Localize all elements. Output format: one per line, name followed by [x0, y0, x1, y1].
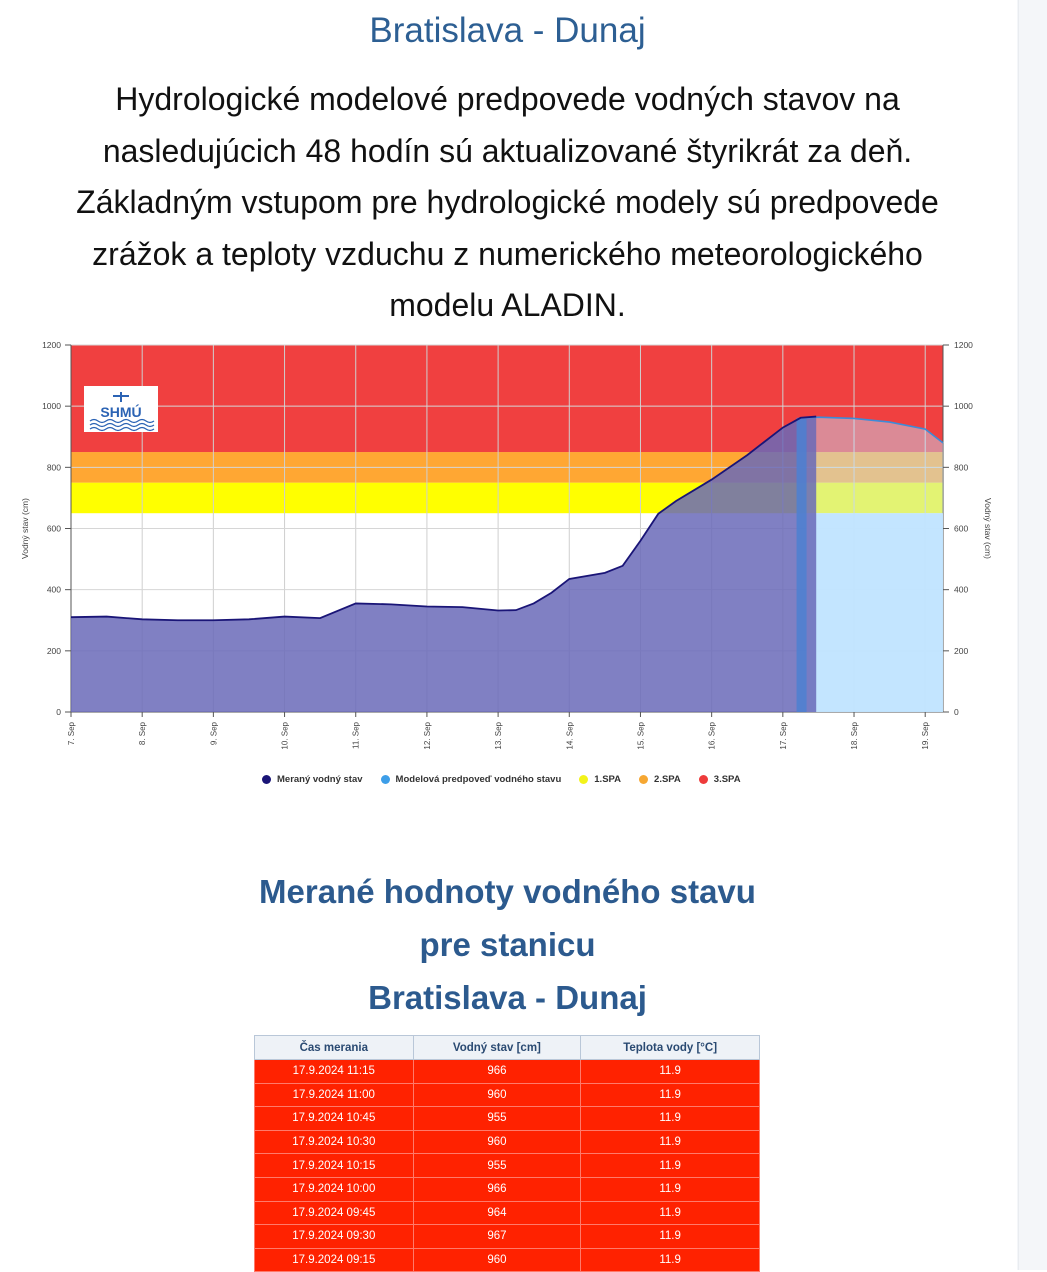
cell-time: 17.9.2024 11:15 [255, 1060, 414, 1084]
cell-level: 955 [413, 1154, 581, 1178]
x-tick-label: 18. Sep [850, 722, 860, 750]
legend-item-forecast[interactable] [381, 774, 562, 785]
cell-level: 960 [413, 1248, 581, 1272]
x-tick-label: 15. Sep [636, 722, 646, 750]
intro-line: zrážok a teploty vzduchu z numerického meteorologického [92, 235, 923, 272]
cell-time: 17.9.2024 10:15 [255, 1154, 414, 1178]
intro-line: Hydrologické modelové predpovede vodných stavov na [115, 81, 900, 117]
cell-temperature: 11.9 [581, 1060, 760, 1084]
column-header-level[interactable]: Vodný stav [cm] [413, 1036, 581, 1060]
table-row [255, 1060, 760, 1084]
legend-label: 3.SPA [713, 773, 741, 785]
legend-item-spa2[interactable] [639, 774, 681, 785]
legend-label: 1.SPA [594, 773, 622, 785]
y-tick-label: 600 [46, 523, 61, 534]
legend-dot-measured [262, 775, 271, 784]
table-row [255, 1130, 760, 1154]
legend-dot-spa2 [639, 775, 648, 784]
cell-time: 17.9.2024 10:00 [255, 1177, 414, 1201]
y-tick-label: 200 [46, 645, 61, 656]
y-tick-label: 1200 [42, 340, 61, 350]
legend-label: Modelová predpoveď vodného stavu [395, 773, 562, 785]
cell-level: 967 [413, 1225, 581, 1249]
legend-item-measured[interactable] [262, 774, 363, 785]
y-tick-label-right: 600 [954, 523, 969, 534]
cell-time: 17.9.2024 10:30 [255, 1130, 414, 1154]
shmu-logo-text: SHMÚ [100, 404, 142, 420]
cell-temperature: 11.9 [581, 1107, 760, 1131]
x-tick-label: 19. Sep [921, 722, 931, 750]
measurements-table [254, 1035, 760, 1272]
cell-temperature: 11.9 [581, 1201, 760, 1225]
y-tick-label-right: 200 [954, 645, 969, 656]
cell-level: 955 [413, 1107, 581, 1131]
forecast-start-band [797, 418, 807, 712]
intro-line: Základným vstupom pre hydrologické modely sú predpovede [76, 184, 939, 220]
table-row [255, 1107, 760, 1131]
x-tick-label: 9. Sep [209, 722, 219, 746]
cell-temperature: 11.9 [581, 1225, 760, 1249]
table-row [255, 1177, 760, 1201]
table-header-row [255, 1036, 760, 1060]
intro-line: modelu ALADIN. [389, 287, 626, 323]
water-level-chart [0, 330, 1010, 770]
y-tick-label-right: 400 [954, 584, 969, 595]
legend-label: Meraný vodný stav [277, 773, 363, 785]
y-axis-title-right: Vodný stav (cm) [983, 498, 993, 559]
scrollbar-divider [1018, 0, 1019, 1270]
legend-label: 2.SPA [654, 773, 681, 785]
section-title-line: Bratislava - Dunaj [368, 979, 647, 1016]
cell-time: 17.9.2024 11:00 [255, 1083, 414, 1107]
x-tick-label: 11. Sep [351, 722, 361, 749]
cell-temperature: 11.9 [581, 1154, 760, 1178]
cell-temperature: 11.9 [581, 1248, 760, 1272]
chart-legend [262, 770, 759, 788]
cell-temperature: 11.9 [581, 1083, 760, 1107]
cell-time: 17.9.2024 09:15 [255, 1248, 414, 1272]
y-tick-label-right: 1200 [954, 340, 973, 350]
station-title: Bratislava - Dunaj [369, 11, 646, 50]
cell-time: 17.9.2024 10:45 [255, 1107, 414, 1131]
forecast-area [807, 417, 943, 712]
legend-dot-spa1 [579, 775, 588, 784]
cell-level: 964 [413, 1201, 581, 1225]
x-tick-label: 13. Sep [494, 722, 504, 750]
scrollbar-track[interactable] [1017, 0, 1047, 1270]
section-title-line: Merané hodnoty vodného stavu [259, 873, 756, 910]
cell-temperature: 11.9 [581, 1130, 760, 1154]
intro-line: nasledujúcich 48 hodín sú aktualizované štyrikrát za deň. [102, 132, 913, 169]
table-row [255, 1201, 760, 1225]
y-tick-label: 800 [46, 462, 61, 473]
y-tick-label-right: 0 [954, 707, 959, 717]
cell-level: 960 [413, 1083, 581, 1107]
cell-time: 17.9.2024 09:30 [255, 1225, 414, 1249]
y-tick-label-right: 800 [954, 462, 969, 473]
table-row [255, 1225, 760, 1249]
y-axis-title-left: Vodný stav (cm) [20, 498, 30, 559]
y-tick-label-right: 1000 [954, 401, 973, 412]
y-tick-label: 1000 [42, 401, 61, 412]
legend-item-spa3[interactable] [699, 774, 741, 785]
x-tick-label: 12. Sep [422, 722, 432, 750]
cell-time: 17.9.2024 09:45 [255, 1201, 414, 1225]
x-tick-label: 17. Sep [778, 722, 788, 750]
cell-level: 966 [413, 1177, 581, 1201]
table-row [255, 1248, 760, 1272]
x-tick-label: 10. Sep [280, 722, 290, 750]
section-title-line: pre stanicu [419, 926, 596, 963]
legend-dot-spa3 [699, 775, 708, 784]
x-tick-label: 16. Sep [707, 722, 717, 750]
cell-level: 960 [413, 1130, 581, 1154]
x-tick-label: 8. Sep [138, 722, 148, 746]
y-tick-label: 0 [56, 707, 61, 717]
legend-dot-forecast [381, 775, 390, 784]
x-tick-label: 7. Sep [67, 722, 76, 746]
y-tick-label: 400 [46, 584, 61, 595]
legend-item-spa1[interactable] [579, 774, 621, 785]
cell-temperature: 11.9 [581, 1177, 760, 1201]
intro-paragraph [20, 74, 995, 332]
column-header-temperature[interactable]: Teplota vody [°C] [581, 1036, 760, 1060]
cell-level: 966 [413, 1060, 581, 1084]
table-row [255, 1083, 760, 1107]
column-header-time[interactable]: Čas merania [255, 1036, 414, 1060]
x-tick-label: 14. Sep [565, 722, 575, 750]
table-row [255, 1154, 760, 1178]
